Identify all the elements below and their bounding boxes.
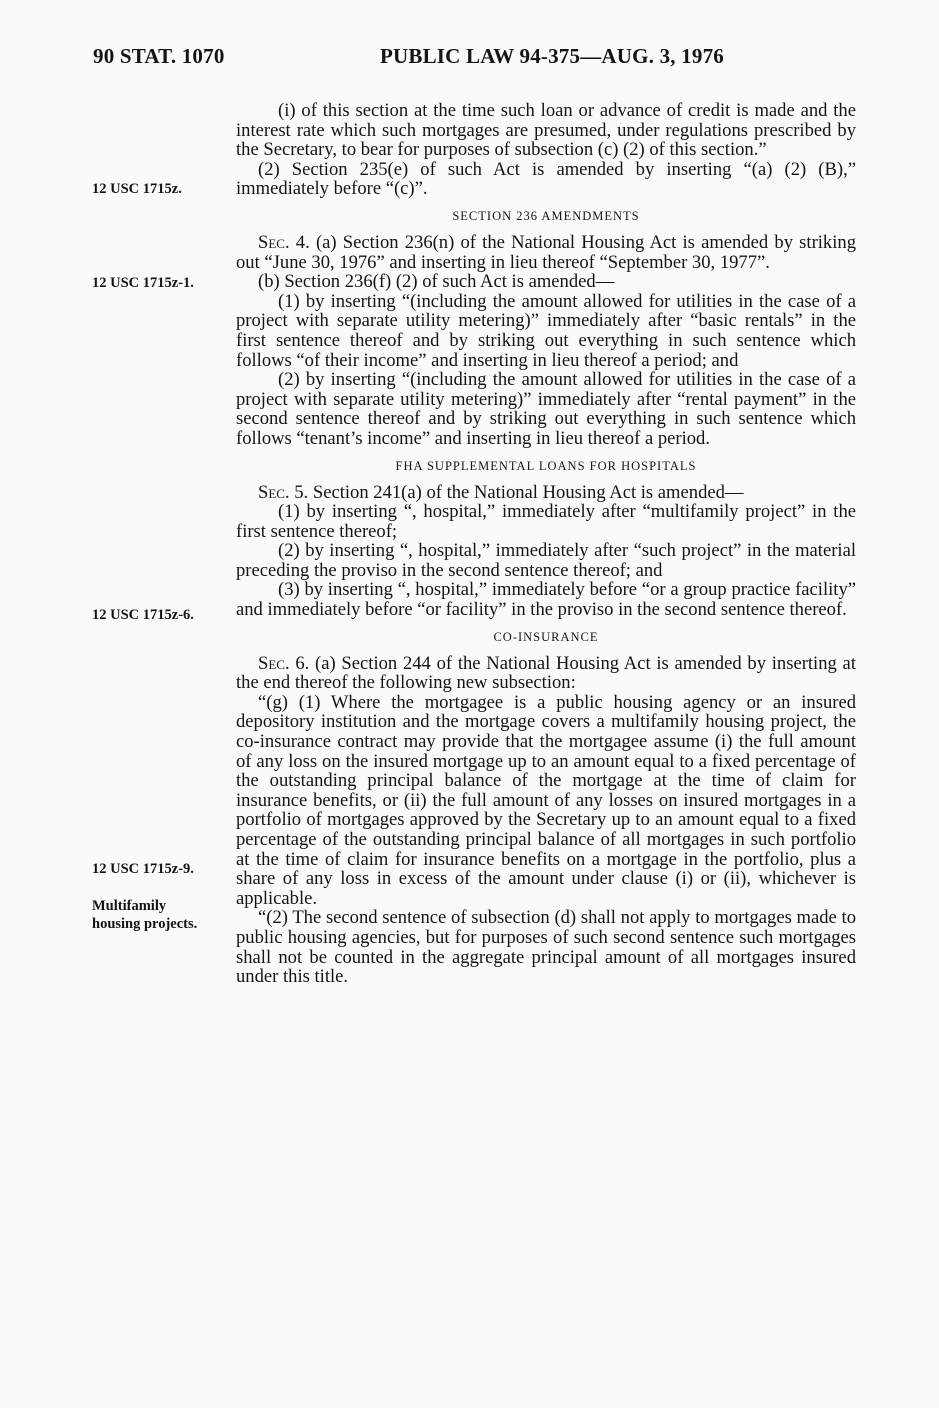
paragraph: (3) by inserting “, hospital,” immediately before “or a group practice facility” and immediately before “or facility” in the proviso in the second sentence thereof. xyxy=(236,579,856,621)
section-number: Sec. 5. xyxy=(258,481,309,503)
paragraph: “(g) (1) Where the mortgagee is a public housing agency or an insured depository institution and the mortgage covers a multifamily housing project, the co-insurance contract may provide that the mortgagee assume (i) the full amount of any loss on the insured mortgage up to an amount equal to a fixed percentage of the outstanding principal balance of the mortgage at the time of claim for insurance benefits, or (ii) the full amount of any losses on insured mortgages in a portfolio of mortgages approved by the Secretary up to an amount equal to a fixed percentage of the outstanding principal balance of all mortgages in such portfolio at the time of claim for insurance benefits on a mortgage in the portfolio, plus a share of any loss in excess of the amount under clause (i) or (ii), whichever is applicable. xyxy=(236,691,856,909)
paragraph-text: (a) Section 244 of the National Housing Act is amended by inserting at the end thereof the following new subsection: xyxy=(236,652,856,694)
section-paragraph xyxy=(236,233,856,272)
section-heading: CO-INSURANCE xyxy=(493,629,599,644)
page-stat-number: 90 STAT. 1070 xyxy=(93,44,225,68)
paragraph: (1) by inserting “, hospital,” immediately after “multifamily project” in the first sentence thereof; xyxy=(236,501,856,542)
paragraph: “(2) The second sentence of subsection (d) shall not apply to mortgages made to public housing agencies, but for purposes of such second sentence such mortgages shall not be counted in the aggregate principal amount of all mortgages insured under this title. xyxy=(236,907,856,988)
margin-topic-note xyxy=(92,897,197,933)
paragraph: (i) of this section at the time such loan or advance of credit is made and the interest rate which such mortgages are presumed, under regulations prescribed by the Secretary, to bear for purposes of subsection (c) (2) of this section.” xyxy=(236,100,856,161)
paragraph: (1) by inserting “(including the amount allowed for utilities in the case of a project with separate utility metering)” immediately after “basic rentals” in the first sentence thereof and by striking out everything in such sentence which follows “of their income” and inserting in lieu thereof a period; and xyxy=(236,290,856,371)
paragraph: (2) by inserting “(including the amount allowed for utilities in the case of a project with separate utility metering)” immediately after “rental payment” in the second sentence thereof and by striking out everything in such sentence which follows “tenant’s income” and inserting in lieu thereof a period. xyxy=(236,369,856,449)
section-number: Sec. 6. xyxy=(258,652,310,674)
paragraph-text: Section 241(a) of the National Housing Act is amended— xyxy=(308,481,744,503)
paragraph: (b) Section 236(f) (2) of such Act is amended— xyxy=(258,271,615,293)
section-heading: SECTION 236 AMENDMENTS xyxy=(452,208,640,223)
paragraph: (2) by inserting “, hospital,” immediately after “such project” in the material preceding the proviso in the second sentence thereof; and xyxy=(236,540,856,581)
body-text xyxy=(236,101,856,987)
section-paragraph xyxy=(236,483,856,503)
paragraph: (2) Section 235(e) of such Act is amended by inserting “(a) (2) (B),” immediately before “(c)”. xyxy=(236,158,856,200)
paragraph-text: (a) Section 236(n) of the National Housing Act is amended by striking out “June 30, 1976” and inserting in lieu thereof “September 30, 1977”. xyxy=(236,231,856,273)
margin-topic-line: housing projects. xyxy=(92,916,198,932)
margin-citation: 12 USC 1715z-1. xyxy=(92,275,194,291)
section-heading: FHA SUPPLEMENTAL LOANS FOR HOSPITALS xyxy=(395,458,697,473)
margin-citation: 12 USC 1715z-9. xyxy=(92,861,194,877)
margin-topic-line: Multifamily xyxy=(92,898,167,914)
margin-citation: 12 USC 1715z. xyxy=(92,181,182,197)
margin-citation: 12 USC 1715z-6. xyxy=(92,607,194,623)
running-header: PUBLIC LAW 94-375—AUG. 3, 1976 xyxy=(380,44,724,68)
section-paragraph xyxy=(236,654,856,693)
section-number: Sec. 4. xyxy=(258,231,310,253)
